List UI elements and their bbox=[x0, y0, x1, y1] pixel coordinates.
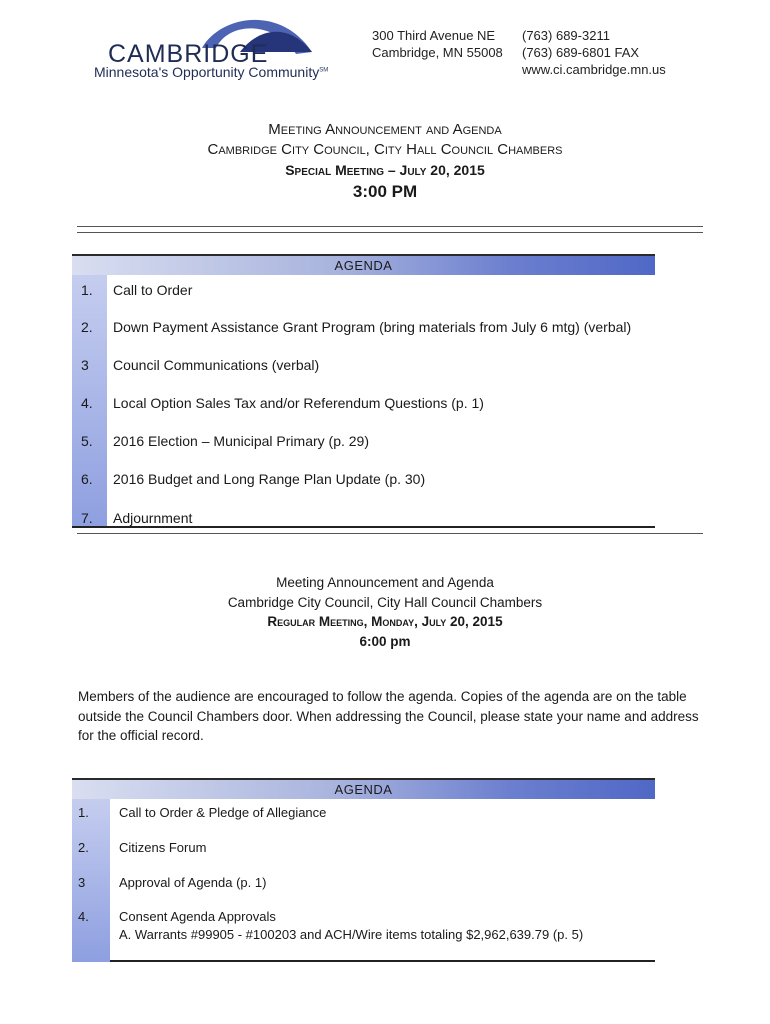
item-number: 1. bbox=[81, 282, 93, 298]
item-number: 3 bbox=[81, 357, 89, 373]
item-number: 2. bbox=[78, 840, 89, 855]
logo-tagline-text: Minnesota's Opportunity Community bbox=[94, 64, 320, 80]
item-text: Council Communications (verbal) bbox=[113, 357, 320, 373]
announcement-heading: Meeting Announcement and Agenda bbox=[276, 575, 494, 590]
agenda-footer-rule bbox=[110, 960, 655, 962]
divider bbox=[77, 533, 703, 534]
fax: (763) 689-6801 FAX bbox=[522, 45, 640, 60]
item-number: 2. bbox=[81, 319, 93, 335]
meeting-date-heading: Special Meeting – July 20, 2015 bbox=[285, 162, 485, 178]
item-number: 1. bbox=[78, 805, 89, 820]
agenda-header: AGENDA bbox=[72, 778, 655, 799]
item-text: Approval of Agenda (p. 1) bbox=[119, 875, 267, 890]
item-text: Citizens Forum bbox=[119, 840, 207, 855]
item-subtext: A. Warrants #99905 - #100203 and ACH/Wire items totaling $2,962,639.79 (p. 5) bbox=[119, 927, 584, 942]
item-number: 4. bbox=[78, 909, 89, 924]
service-mark: SM bbox=[319, 67, 329, 74]
agenda-footer-rule bbox=[72, 526, 655, 528]
address-line-1: 300 Third Avenue NE bbox=[372, 28, 496, 43]
item-number: 4. bbox=[81, 395, 93, 411]
divider bbox=[77, 226, 703, 227]
logo-name: CAMBRIDGE bbox=[108, 40, 269, 68]
meeting-time: 3:00 PM bbox=[352, 182, 418, 201]
city-address bbox=[372, 27, 503, 61]
logo-tagline bbox=[94, 64, 328, 80]
cambridge-logo bbox=[90, 8, 335, 80]
item-text: Local Option Sales Tax and/or Referendum Questions (p. 1) bbox=[113, 395, 484, 411]
location-heading: Cambridge City Council, City Hall Council Chambers bbox=[227, 594, 543, 610]
item-text: 2016 Election – Municipal Primary (p. 29) bbox=[113, 433, 370, 449]
item-text: Call to Order bbox=[113, 282, 193, 298]
phone: (763) 689-3211 bbox=[522, 28, 610, 43]
regular-meeting-header bbox=[0, 573, 770, 651]
item-number: 6. bbox=[81, 471, 93, 487]
meeting-date-heading: Regular Meeting, Monday, July 20, 2015 bbox=[267, 614, 503, 629]
item-text: Adjournment bbox=[113, 510, 193, 526]
divider bbox=[77, 232, 703, 233]
location-heading: Cambridge City Council, City Hall Council Chambers bbox=[207, 141, 563, 158]
item-number: 7. bbox=[81, 510, 93, 526]
meeting-time: 6:00 pm bbox=[359, 633, 411, 649]
item-text: Call to Order & Pledge of Allegiance bbox=[119, 805, 327, 820]
city-contact bbox=[522, 27, 666, 78]
item-number: 3 bbox=[78, 875, 86, 890]
address-line-2: Cambridge, MN 55008 bbox=[372, 45, 503, 60]
item-text: Down Payment Assistance Grant Program (bring materials from July 6 mtg) (verbal) bbox=[113, 319, 632, 335]
website-link[interactable]: www.ci.cambridge.mn.us bbox=[522, 62, 666, 77]
item-text: 2016 Budget and Long Range Plan Update (p. 30) bbox=[113, 471, 426, 487]
announcement-heading: Meeting Announcement and Agenda bbox=[268, 121, 502, 138]
special-meeting-header bbox=[0, 120, 770, 202]
regular-agenda-table bbox=[72, 778, 655, 964]
special-agenda-table bbox=[72, 254, 655, 534]
audience-instructions: Members of the audience are encouraged to follow the agenda. Copies of the agenda are on the table outside the Council Chambers door. When addressing the Council, please state your name and address for the official record. bbox=[78, 689, 699, 743]
agenda-header: AGENDA bbox=[72, 254, 655, 275]
item-text: Consent Agenda Approvals bbox=[119, 909, 276, 924]
item-number: 5. bbox=[81, 433, 93, 449]
